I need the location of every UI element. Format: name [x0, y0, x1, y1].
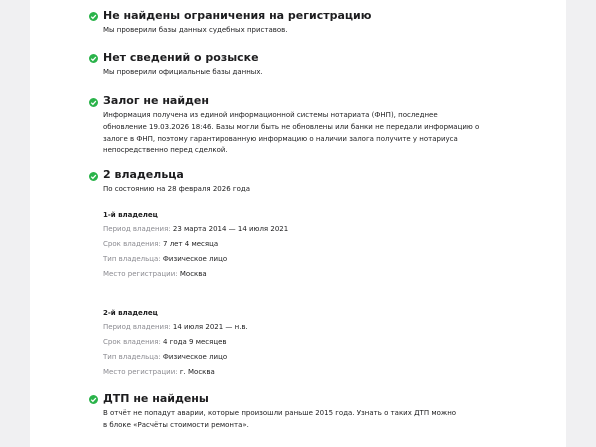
section-text: Мы проверили базы данных судебных приставов.: [103, 26, 288, 34]
owner-row: [103, 269, 207, 279]
owner-row-label: Срок владения:: [103, 240, 164, 248]
owner-row: [103, 224, 288, 234]
owner-row: [103, 254, 227, 264]
owner-row-value: г. Москва: [179, 368, 215, 376]
owner-row-label: Срок владения:: [103, 338, 164, 346]
section-text-line: в блоке «Расчёты стоимости ремонта».: [103, 421, 249, 429]
owner-row: [103, 322, 248, 332]
owner-row: [103, 337, 227, 347]
owner-row-label: Тип владельца:: [103, 353, 163, 361]
owner-row-value: 4 года 9 месяцев: [163, 338, 227, 346]
check-circle-icon: [89, 98, 98, 107]
owner-row-label: Период владения:: [103, 323, 173, 331]
section-title: Не найдены ограничения на регистрацию: [103, 9, 372, 22]
report-card: [30, 0, 566, 447]
section-title: Нет сведений о розыске: [103, 51, 259, 64]
check-circle-icon: [89, 395, 98, 404]
owner-heading: 2-й владелец: [103, 309, 158, 317]
check-circle-icon: [89, 12, 98, 21]
check-circle-icon: [89, 54, 98, 63]
owner-row-value: Физическое лицо: [162, 353, 228, 361]
section-text: Мы проверили официальные базы данных.: [103, 68, 263, 76]
check-circle-icon: [89, 172, 98, 181]
owner-row: [103, 367, 215, 377]
owner-row-value: Москва: [179, 270, 207, 278]
section-title: ДТП не найдены: [103, 392, 209, 405]
owner-row: [103, 239, 218, 249]
section-title: 2 владельца: [103, 168, 184, 181]
section-title: Залог не найден: [103, 94, 209, 107]
owner-row-value: 23 марта 2014 — 14 июля 2021: [172, 225, 289, 233]
owner-row-label: Место регистрации:: [103, 368, 180, 376]
owner-row-label: Период владения:: [103, 225, 173, 233]
owner-row: [103, 352, 227, 362]
owner-row-label: Место регистрации:: [103, 270, 180, 278]
owner-heading: 1-й владелец: [103, 211, 158, 219]
section-text-line: В отчёт не попадут аварии, которые произошли раньше 2015 года. Узнать о таких ДТП можно: [103, 409, 457, 417]
owner-row-label: Тип владельца:: [103, 255, 163, 263]
owner-row-value: 14 июля 2021 — н.в.: [172, 323, 248, 331]
section-text: По состоянию на 28 февраля 2026 года: [103, 185, 250, 193]
section-text-line: обновление 19.03.2026 18:46. Базы могли быть не обновлены или банки не передали информацию о: [103, 123, 480, 131]
section-text-line: залоге в ФНП, поэтому гарантированную информацию о наличии залога получите у нотариуса: [103, 135, 458, 143]
owner-row-value: Физическое лицо: [162, 255, 228, 263]
section-text-line: Информация получена из единой информационной системы нотариата (ФНП), последнее: [103, 111, 438, 119]
section-text-line: непосредственно перед сделкой.: [103, 146, 228, 154]
owner-row-value: 7 лет 4 месяца: [163, 240, 219, 248]
